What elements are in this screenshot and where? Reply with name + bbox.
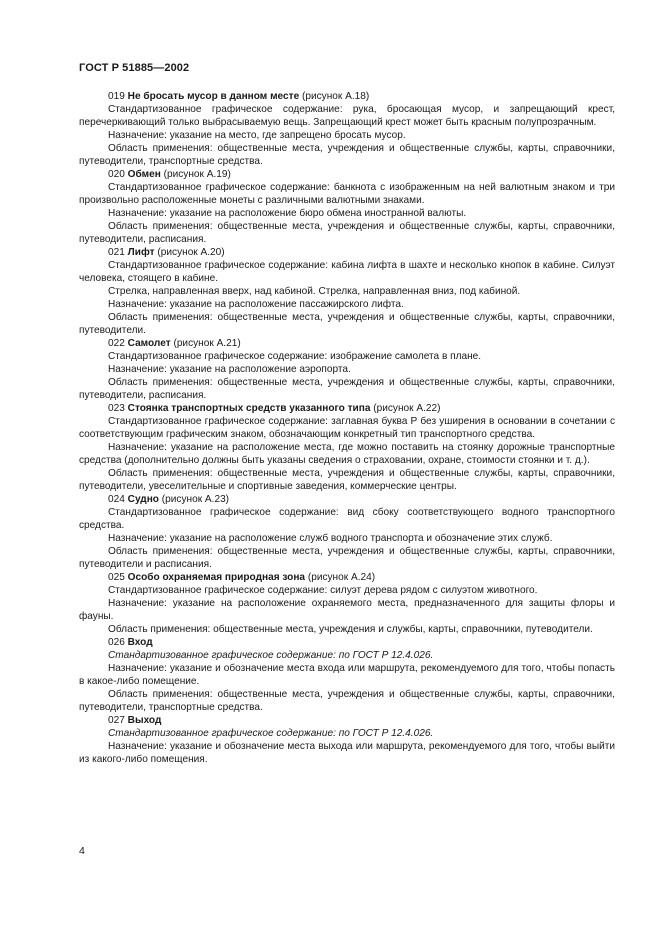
section-number: 021 bbox=[108, 247, 125, 258]
section-heading bbox=[79, 246, 615, 259]
body-paragraph: Стандартизованное графическое содержание: вид сбоку соответствующего водного транспортного средства. bbox=[79, 507, 615, 531]
section-number: 023 bbox=[108, 403, 125, 414]
body-paragraph: Стрелка, направленная вверх, над кабиной. Стрелка, направленная вниз, под кабиной. bbox=[108, 286, 521, 297]
body-paragraph: Область применения: общественные места, учреждения и общественные службы, карты, справочники, путеводители. bbox=[79, 312, 615, 336]
section-title: Выход bbox=[127, 715, 162, 726]
section-title: Самолет bbox=[127, 338, 171, 349]
body-paragraph: Стандартизованное графическое содержание: заглавная буква Р без уширения в основании в сочетании с соответствующим графическим знаком, обозначающим конкретный тип транспортного средства. bbox=[79, 416, 615, 440]
section-heading bbox=[79, 168, 615, 181]
body-paragraph: Стандартизованное графическое содержание: изображение самолета в плане. bbox=[108, 351, 482, 362]
italic-paragraph: Стандартизованное графическое содержание: по ГОСТ Р 12.4.026. bbox=[108, 650, 434, 661]
figure-reference: (рисунок А.24) bbox=[307, 572, 376, 583]
section-title: Судно bbox=[127, 494, 159, 505]
body-paragraph: Назначение: указание на расположение охраняемого места, предназначенного для защиты флоры и фауны. bbox=[79, 598, 615, 622]
body-paragraph: Стандартизованное графическое содержание: силуэт дерева рядом с силуэтом животного. bbox=[108, 585, 538, 596]
figure-reference: (рисунок А.21) bbox=[173, 338, 241, 349]
body-paragraph: Область применения: общественные места, учреждения и общественные службы, карты, справочники, путеводители, расписания. bbox=[79, 221, 615, 245]
section-heading bbox=[79, 402, 615, 415]
body-paragraph: Назначение: указание и обозначение места входа или маршрута, рекомендуемого для того, чтобы попасть в какое-либо помещение. bbox=[79, 663, 615, 687]
body-paragraph: Назначение: указание на расположение бюро обмена иностранной валюты. bbox=[108, 208, 467, 219]
section-number: 027 bbox=[108, 715, 125, 726]
figure-reference: (рисунок А.18) bbox=[302, 91, 370, 102]
body-paragraph: Область применения: общественные места, учреждения и общественные службы, карты, справочники, путеводители и расписания. bbox=[79, 546, 615, 570]
figure-reference: (рисунок А.22) bbox=[373, 403, 441, 414]
section-heading bbox=[79, 493, 615, 506]
section-heading bbox=[79, 90, 615, 103]
document-body bbox=[79, 90, 615, 766]
section-title: Вход bbox=[127, 637, 153, 648]
section-number: 026 bbox=[108, 637, 125, 648]
document-header: ГОСТ Р 51885—2002 bbox=[79, 62, 190, 74]
body-paragraph: Назначение: указание на расположение служб водного транспорта и обозначение этих служб. bbox=[108, 533, 553, 544]
section-title: Не бросать мусор в данном месте bbox=[127, 91, 300, 102]
body-paragraph: Область применения: общественные места, учреждения и общественные службы, карты, справочники, путеводители, расписания. bbox=[79, 377, 615, 401]
italic-paragraph: Стандартизованное графическое содержание: по ГОСТ Р 12.4.026. bbox=[108, 728, 434, 739]
section-title: Обмен bbox=[127, 169, 161, 180]
body-paragraph: Назначение: указание на расположение места, где можно поставить на стоянку дорожные транспортные средства (дополнительно должны быть указаны сведения о страховании, охране, стоимости стоянки и т. д.). bbox=[79, 442, 615, 466]
section-number: 022 bbox=[108, 338, 125, 349]
section-title: Особо охраняемая природная зона bbox=[127, 572, 306, 583]
section-title: Лифт bbox=[127, 247, 155, 258]
body-paragraph: Область применения: общественные места, учреждения и службы, карты, справочники, путеводители. bbox=[108, 624, 593, 635]
body-paragraph: Назначение: указание на место, где запрещено бросать мусор. bbox=[108, 130, 406, 141]
section-number: 020 bbox=[108, 169, 125, 180]
section-title: Стоянка транспортных средств указанного типа bbox=[127, 403, 371, 414]
section-number: 025 bbox=[108, 572, 125, 583]
section-heading bbox=[79, 636, 615, 649]
figure-reference: (рисунок А.23) bbox=[161, 494, 230, 505]
figure-reference: (рисунок А.19) bbox=[163, 169, 231, 180]
body-paragraph: Область применения: общественные места, учреждения и общественные службы, карты, справочники, путеводители, увеселительные и спортивные заведения, коммерческие центры. bbox=[79, 468, 615, 492]
body-paragraph: Назначение: указание на расположение аэропорта. bbox=[108, 364, 351, 375]
section-heading bbox=[79, 571, 615, 584]
figure-reference: (рисунок А.20) bbox=[157, 247, 225, 258]
body-paragraph: Стандартизованное графическое содержание: рука, бросающая мусор, и запрещающий крест, перечеркивающий только выбрасываемую вещь. Запрещающий крест может быть красным полупрозрачным. bbox=[79, 104, 615, 128]
section-heading bbox=[79, 337, 615, 350]
body-paragraph: Стандартизованное графическое содержание: кабина лифта в шахте и несколько кнопок в кабине. Силуэт человека, стоящего в кабине. bbox=[79, 260, 615, 284]
body-paragraph: Назначение: указание и обозначение места выхода или маршрута, рекомендуемого для того, чтобы выйти из какого-либо помещения. bbox=[79, 741, 615, 765]
section-number: 019 bbox=[108, 91, 125, 102]
body-paragraph: Область применения: общественные места, учреждения и общественные службы, карты, справочники, путеводители, транспортные средства. bbox=[79, 143, 615, 167]
body-paragraph: Стандартизованное графическое содержание: банкнота с изображенным на ней валютным знаком и три произвольно расположенные монеты с различными валютными знаками. bbox=[79, 182, 615, 206]
section-heading bbox=[79, 714, 615, 727]
section-number: 024 bbox=[108, 494, 125, 505]
body-paragraph: Область применения: общественные места, учреждения и общественные службы, карты, справочники, путеводители, транспортные средства. bbox=[79, 689, 615, 713]
body-paragraph: Назначение: указание на расположение пассажирского лифта. bbox=[108, 299, 404, 310]
page-number: 4 bbox=[79, 845, 85, 857]
